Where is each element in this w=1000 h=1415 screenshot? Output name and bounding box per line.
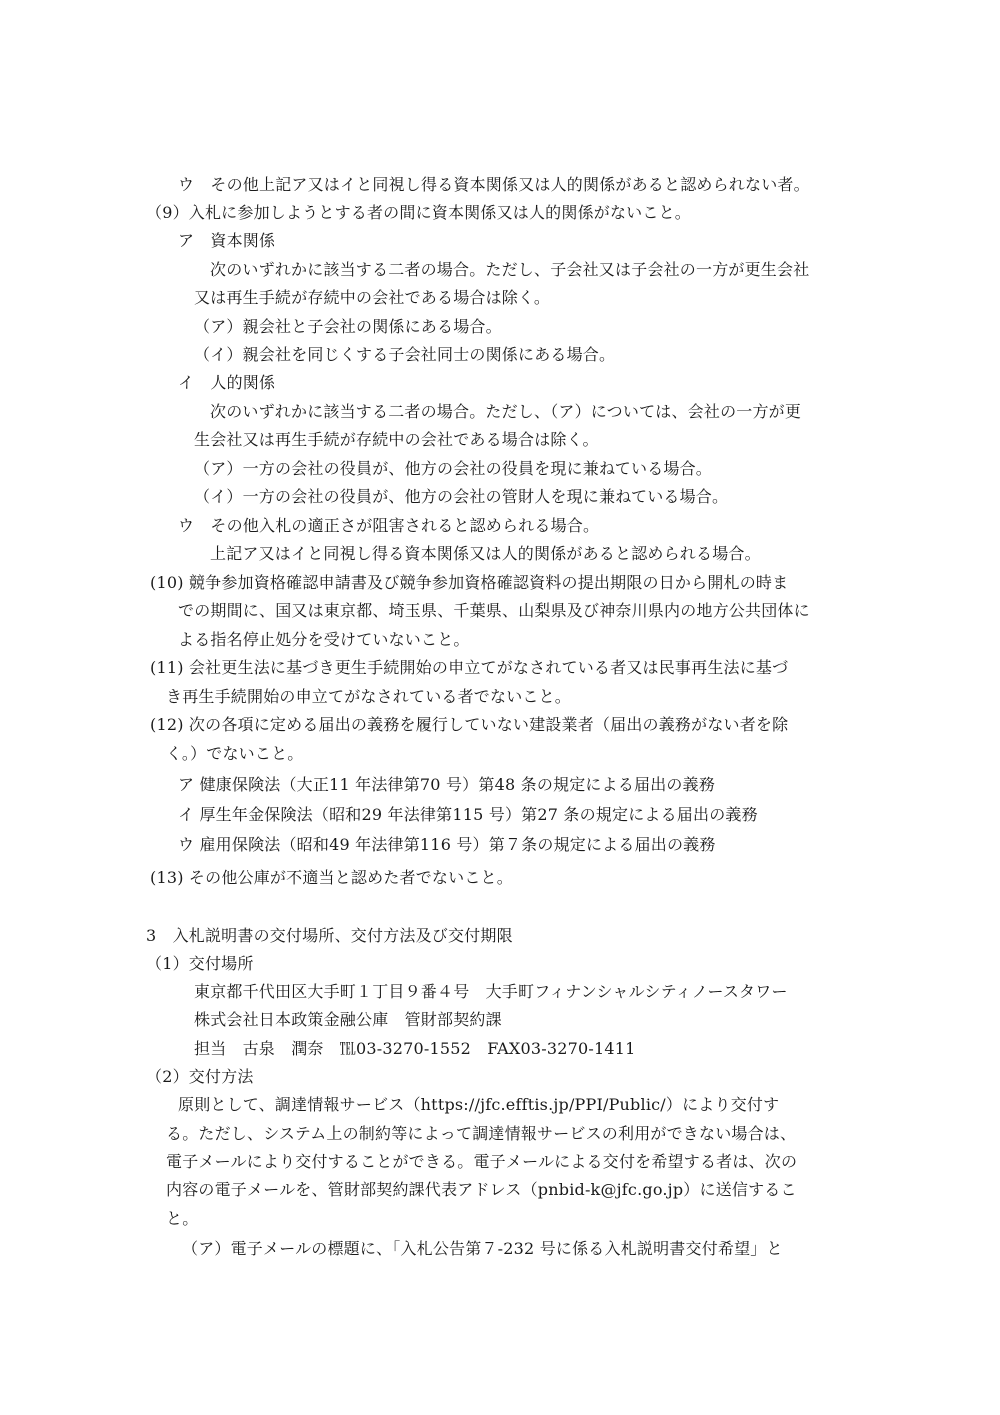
text-line: (10) 競争参加資格確認申請書及び競争参加資格確認資料の提出期限の日から開札の時ま [150, 573, 789, 592]
text-line: （9）入札に参加しようとする者の間に資本関係又は人的関係がないこと。 [146, 203, 691, 222]
text-line: （イ）一方の会社の役員が、他方の会社の管財人を現に兼ねている場合。 [194, 487, 729, 506]
text-line: ウ 雇用保険法（昭和49 年法律第116 号）第７条の規定による届出の義務 [178, 835, 716, 854]
text-line: 株式会社日本政策金融公庫 管財部契約課 [194, 1010, 502, 1029]
section-heading: 3 入札説明書の交付場所、交付方法及び交付期限 [146, 926, 513, 945]
text-line: る。ただし、システム上の制約等によって調達情報サービスの利用ができない場合は、 [166, 1124, 797, 1143]
text-line: （2）交付方法 [146, 1067, 254, 1086]
text-line: （1）交付場所 [146, 954, 254, 973]
text-line: （ア）電子メールの標題に、「入札公告第７-232 号に係る入札説明書交付希望」と [182, 1239, 783, 1258]
text-line: 東京都千代田区大手町１丁目９番４号 大手町フィナンシャルシティノースタワー [194, 982, 788, 1001]
text-line: と。 [166, 1209, 199, 1228]
text-line: 電子メールにより交付することができる。電子メールによる交付を希望する者は、次の [166, 1152, 798, 1171]
text-line: ウ その他上記ア又はイと同視し得る資本関係又は人的関係があると認められない者。 [178, 175, 810, 194]
text-line: 又は再生手続が存続中の会社である場合は除く。 [194, 288, 551, 307]
text-line: ウ その他入札の適正さが阻害されると認められる場合。 [178, 516, 600, 535]
text-line: イ 厚生年金保険法（昭和29 年法律第115 号）第27 条の規定による届出の義務 [178, 805, 758, 824]
text-line: での期間に、国又は東京都、埼玉県、千葉県、山梨県及び神奈川県内の地方公共団体に [178, 601, 810, 620]
text-line: ア 健康保険法（大正11 年法律第70 号）第48 条の規定による届出の義務 [178, 775, 716, 794]
text-line: (12) 次の各項に定める届出の義務を履行していない建設業者（届出の義務がない者を除 [150, 715, 789, 734]
text-line: 担当 古泉 潤奈 ℡03-3270-1552 FAX03-3270-1411 [194, 1039, 636, 1058]
text-line: （ア）一方の会社の役員が、他方の会社の役員を現に兼ねている場合。 [194, 459, 713, 478]
text-line: 内容の電子メールを、管財部契約課代表アドレス（pnbid-k@jfc.go.jp）に送信するこ [166, 1180, 797, 1199]
text-line: 次のいずれかに該当する二者の場合。ただし、（ア）については、会社の一方が更 [210, 402, 802, 421]
text-line: き再生手続開始の申立てがなされている者でないこと。 [166, 687, 572, 706]
text-line: （ア）親会社と子会社の関係にある場合。 [194, 317, 502, 336]
text-line: イ 人的関係 [178, 373, 276, 392]
text-line: く。）でないこと。 [166, 744, 304, 763]
text-line: 次のいずれかに該当する二者の場合。ただし、子会社又は子会社の一方が更生会社 [210, 260, 810, 279]
text-line: ア 資本関係 [178, 231, 276, 250]
text-line: 原則として、調達情報サービス（https://jfc.efftis.jp/PPI/Public/）により交付す [178, 1095, 780, 1114]
text-line: (11) 会社更生法に基づき更生手続開始の申立てがなされている者又は民事再生法に基づ [150, 658, 789, 677]
text-line: よる指名停止処分を受けていないこと。 [178, 630, 470, 649]
text-line: 上記ア又はイと同視し得る資本関係又は人的関係があると認められる場合。 [210, 544, 761, 563]
text-line: (13) その他公庫が不適当と認めた者でないこと。 [150, 868, 513, 887]
text-line: （イ）親会社を同じくする子会社同士の関係にある場合。 [194, 345, 616, 364]
text-line: 生会社又は再生手続が存続中の会社である場合は除く。 [194, 430, 599, 449]
